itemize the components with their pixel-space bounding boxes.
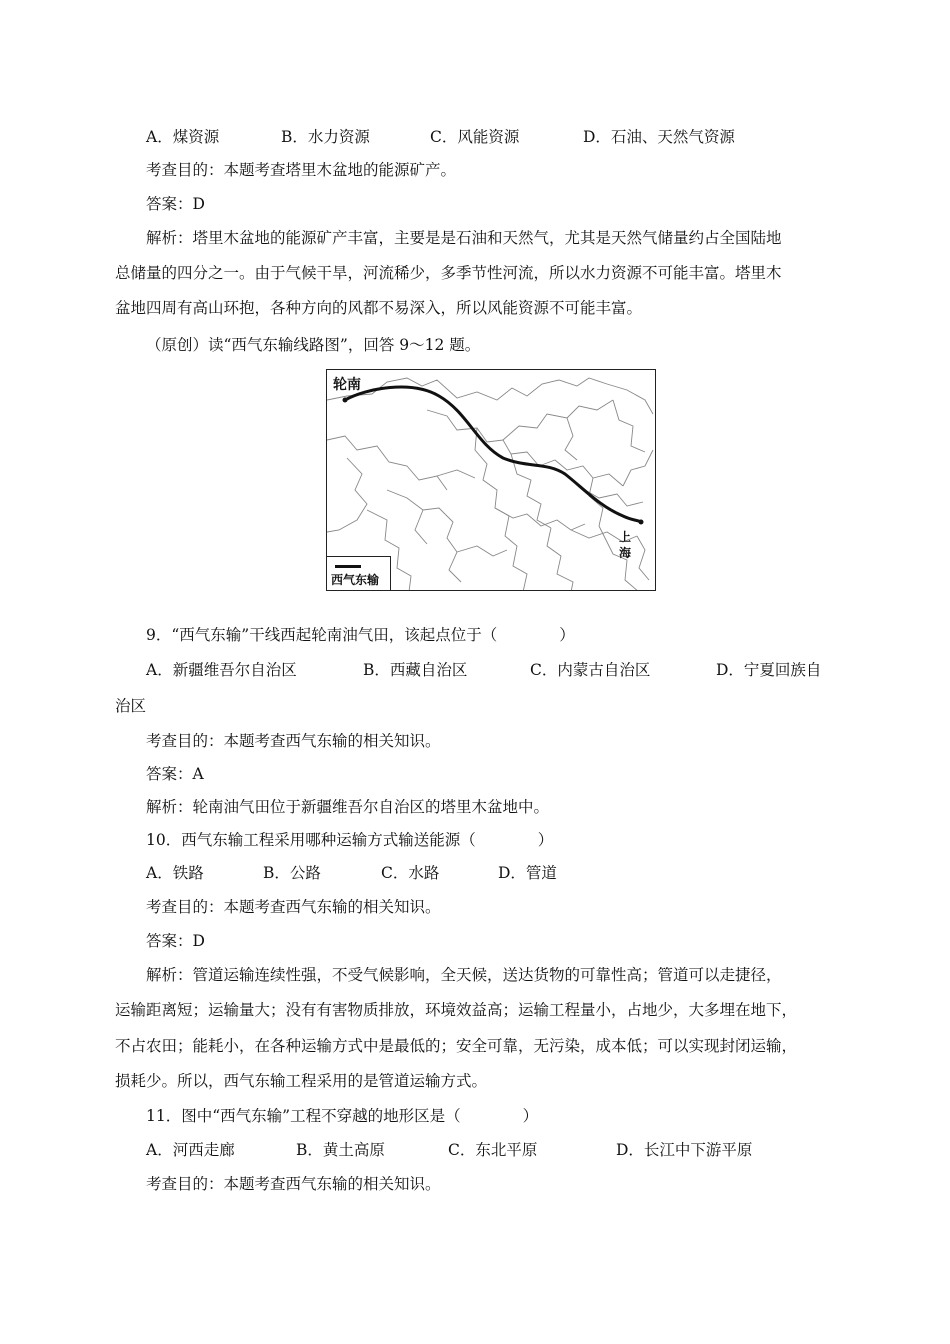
map-label-lunnan: 轮南 (333, 377, 361, 393)
pipeline-end-point (639, 520, 644, 525)
q10-analysis-line-3: 不占农田；能耗小，在各种运输方式中是最低的；安全可靠，无污染，成本低；可以实现封闭运输， (115, 1037, 798, 1055)
q8-option-b: B．水力资源 (281, 128, 370, 146)
q10-option-b: B．公路 (263, 864, 321, 882)
pipeline-start-point (343, 398, 348, 403)
q10-analysis-line-2: 运输距离短；运输量大；没有有害物质排放，环境效益高；运输工程量小，占地少，大多埋在地下， (115, 1001, 798, 1019)
q10-answer: 答案：D (146, 932, 205, 950)
q8-option-a: A．煤资源 (146, 128, 220, 146)
q8-answer: 答案：D (146, 195, 205, 213)
q8-option-d: D．石油、天然气资源 (583, 128, 735, 146)
q8-purpose: 考查目的：本题考查塔里木盆地的能源矿产。 (146, 161, 457, 179)
q10-option-a: A．铁路 (146, 864, 204, 882)
q8-analysis-line-1: 解析：塔里木盆地的能源矿产丰富，主要是是石油和天然气，尤其是天然气储量约占全国陆地 (146, 229, 782, 247)
q10-stem: 10．西气东输工程采用哪种运输方式输送能源（ ） (146, 831, 554, 849)
q11-stem: 11．图中“西气东输”工程不穿越的地形区是（ ） (146, 1107, 539, 1125)
q10-purpose: 考查目的：本题考查西气东输的相关知识。 (146, 898, 441, 916)
q10-analysis-line-4: 损耗少。所以，西气东输工程采用的是管道运输方式。 (115, 1072, 488, 1090)
q9-stem: 9．“西气东输”干线西起轮南油气田，该起点位于（ ） (146, 626, 575, 644)
q8-analysis-line-3: 盆地四周有高山环抱，各种方向的风都不易深入，所以风能资源不可能丰富。 (115, 299, 643, 317)
q9-option-c: C．内蒙古自治区 (530, 661, 651, 679)
q8-option-c: C．风能资源 (430, 128, 520, 146)
west-east-gas-pipeline-map (326, 369, 656, 591)
q9-answer: 答案：A (146, 765, 204, 783)
q11-purpose: 考查目的：本题考查西气东输的相关知识。 (146, 1175, 441, 1193)
q10-option-c: C．水路 (381, 864, 440, 882)
q9-option-b: B．西藏自治区 (363, 661, 468, 679)
map-label-shanghai-2: 海 (619, 546, 632, 560)
q8-analysis-line-2: 总储量的四分之一。由于气候干旱，河流稀少，多季节性河流，所以水力资源不可能丰富。塔里木 (115, 264, 782, 282)
q9-analysis: 解析：轮南油气田位于新疆维吾尔自治区的塔里木盆地中。 (146, 798, 550, 816)
section-intro: （原创）读“西气东输线路图”，回答 9～12 题。 (146, 336, 481, 354)
pipeline-route-line (345, 387, 641, 522)
q11-option-c: C．东北平原 (448, 1141, 538, 1159)
q9-option-d: D．宁夏回族自 (716, 661, 822, 679)
q9-option-a: A．新疆维吾尔自治区 (146, 661, 297, 679)
q10-option-d: D．管道 (498, 864, 557, 882)
legend-line-symbol (335, 565, 361, 568)
q10-analysis-line-1: 解析：管道运输连续性强，不受气候影响，全天候，送达货物的可靠性高；管道可以走捷径， (146, 966, 782, 984)
map-label-shanghai-1: 上 (619, 530, 632, 544)
legend-text: 西气东输 (331, 573, 380, 587)
q9-option-wrap: 治区 (115, 697, 147, 715)
q11-option-a: A．河西走廊 (146, 1141, 235, 1159)
q11-option-d: D．长江中下游平原 (616, 1141, 753, 1159)
q9-purpose: 考查目的：本题考查西气东输的相关知识。 (146, 732, 441, 750)
map-legend (327, 556, 391, 590)
q11-option-b: B．黄土高原 (296, 1141, 385, 1159)
